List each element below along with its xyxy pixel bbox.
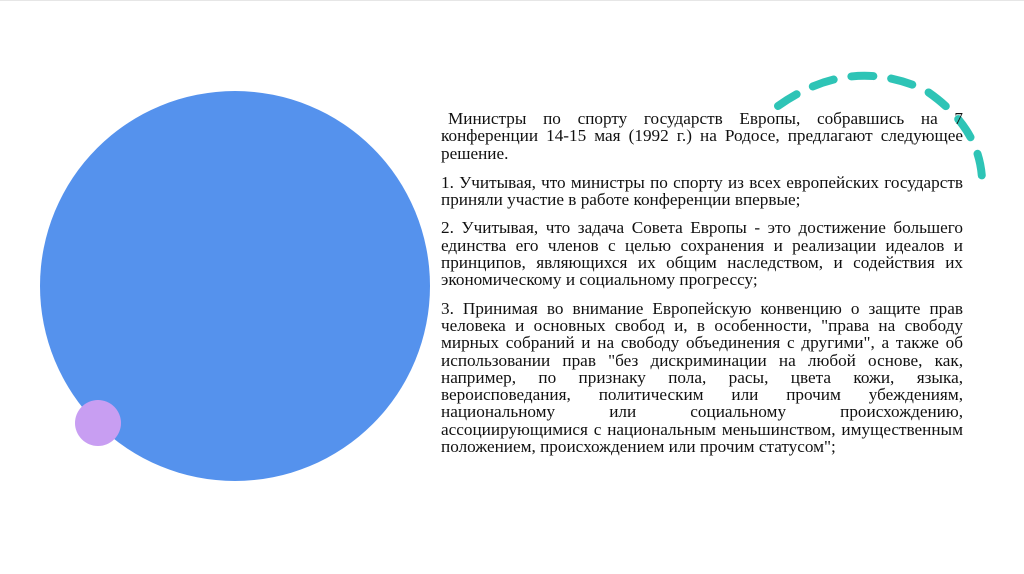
clause-1-paragraph: 1. Учитывая, что министры по спорту из всех европейских государств приняли участие в работе конференции впервые; — [441, 172, 963, 210]
intro-paragraph: Министры по спорту государств Европы, собравшись на 7 конференции 14-15 мая (1992 г.) на Родосе, предлагают следующее решение. — [441, 109, 963, 163]
clause-3-paragraph: 3. Принимая во внимание Европейскую конвенцию о защите прав человека и основных свобод и, в особенности, "права на свободу мирных собраний и на свободу объединения с другими", а также об использовании прав "без дискриминации на любой основе, как, например, по признаку пола, расы, цвета кожи, языка, вероисповедания, политическим или прочим убеждениям, национальному или социальному происхождению, ассоциирующимися с национальным меньшинством, имущественным положением, происхождением или прочим статусом"; — [441, 298, 963, 457]
top-divider — [0, 0, 1024, 1]
clause-2-paragraph: 2. Учитывая, что задача Совета Европы - это достижение большего единства его членов с целью сохранения и реализации идеалов и принципов, являющихся их общим наследством, и содействия их экономическому и социальному прогрессу; — [441, 218, 963, 290]
resolution-text — [441, 110, 963, 466]
decorative-purple-circle — [75, 400, 121, 446]
